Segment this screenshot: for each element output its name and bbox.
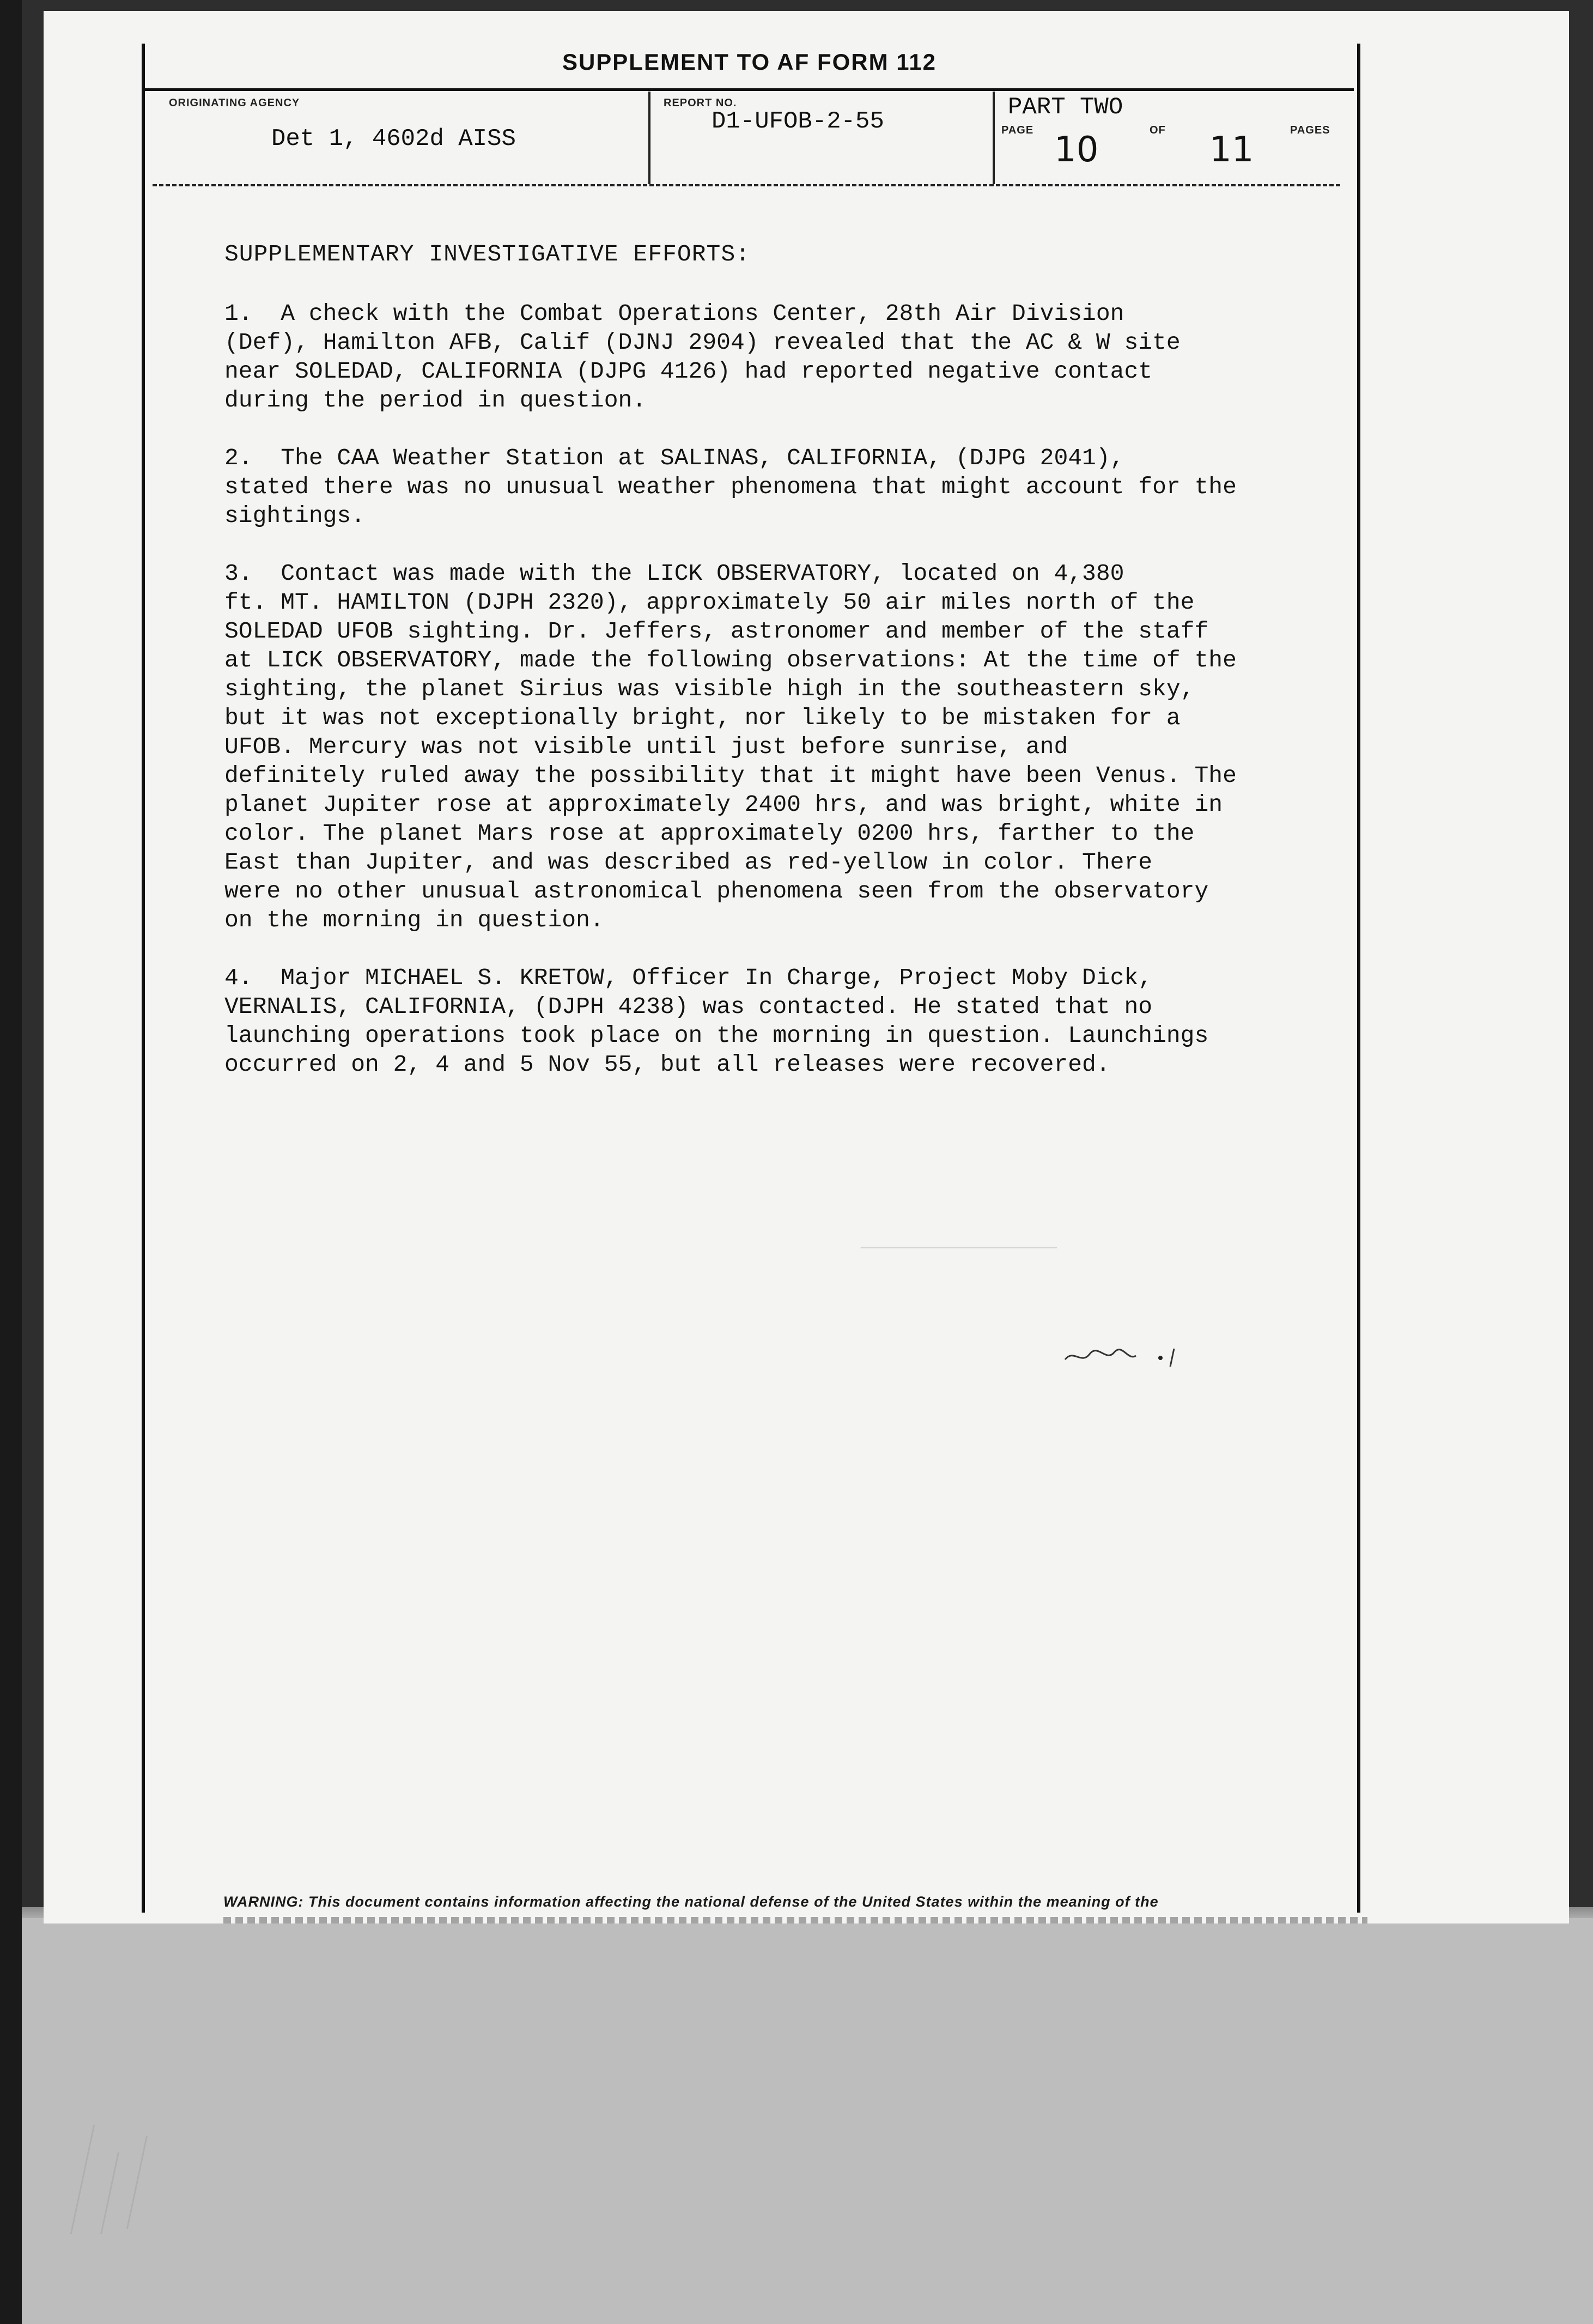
page-number: 10 bbox=[1054, 130, 1099, 170]
report-no-label: REPORT NO. bbox=[664, 97, 737, 109]
paragraph-number: 4. bbox=[224, 964, 253, 991]
paragraph-1 bbox=[224, 299, 1347, 415]
paragraph-3 bbox=[224, 559, 1347, 935]
of-label: OF bbox=[1150, 124, 1166, 136]
paragraph-text: Contact was made with the LICK OBSERVATORY, located on 4,380 ft. MT. HAMILTON (DJPH 2320), approximately 50 air miles north of the SOLEDAD UFOB sighting. Dr. Jeffers, astronomer and member of the staff at LICK OBSERVATORY, made the following observations: At the time of the sighting, the planet Sirius was visible high in the southeastern sky, but it was not exceptionally bright, nor likely to be mistaken for a UFOB. Mercury was not visible until just before sunrise, and definitely ruled away the possibility that it might have been Venus. The planet Jupiter rose at approximately 2400 hrs, and was bright, white in color. The planet Mars rose at approximately 0200 hrs, farther to the East than Jupiter, and was described as red-yellow in color. There were no other unusual astronomical phenomena seen from the observatory on the morning in question. bbox=[224, 560, 1237, 933]
cut-off-warning-line bbox=[223, 1917, 1367, 1923]
paragraph-4 bbox=[224, 963, 1347, 1079]
bleed-through-text: ─────────────── bbox=[861, 1237, 1057, 1261]
underlying-sheet bbox=[22, 1918, 1593, 2324]
document-body bbox=[224, 240, 1347, 1108]
header-bottom-rule bbox=[153, 184, 1340, 186]
originating-agency-value: Det 1, 4602d AISS bbox=[271, 125, 516, 153]
part-label: PART TWO bbox=[1008, 94, 1123, 121]
paragraph-2 bbox=[224, 444, 1347, 530]
paragraph-number: 2. bbox=[224, 445, 253, 471]
form-title: SUPPLEMENT TO AF FORM 112 bbox=[562, 49, 937, 75]
page-label: PAGE bbox=[1001, 124, 1034, 136]
paragraph-text: The CAA Weather Station at SALINAS, CALIFORNIA, (DJPG 2041), stated there was no unusual weather phenomena that might account for the sightings. bbox=[224, 445, 1237, 529]
document-page bbox=[44, 11, 1569, 1923]
security-warning: WARNING: This document contains information affecting the national defense of the United States within the meaning of the bbox=[223, 1894, 1159, 1910]
report-no-value: D1-UFOB-2-55 bbox=[712, 108, 884, 135]
pages-label: PAGES bbox=[1290, 124, 1330, 136]
paragraph-number: 3. bbox=[224, 560, 253, 587]
header-divider bbox=[648, 92, 650, 184]
total-pages: 11 bbox=[1209, 130, 1254, 170]
handwritten-initials-mark bbox=[1062, 1346, 1182, 1368]
paragraph-text: Major MICHAEL S. KRETOW, Officer In Charge, Project Moby Dick, VERNALIS, CALIFORNIA, (DJPH 4238) was contacted. He stated that no launching operations took place on the morning in question. Launchings occurred on 2, 4 and 5 Nov 55, but all releases were recovered. bbox=[224, 964, 1209, 1078]
header-divider bbox=[993, 92, 995, 184]
paragraph-text: A check with the Combat Operations Center, 28th Air Division (Def), Hamilton AFB, Calif (DJNJ 2904) revealed that the AC & W site near SOLEDAD, CALIFORNIA (DJPG 4126) had reported negative contact during the period in question. bbox=[224, 300, 1181, 414]
paragraph-number: 1. bbox=[224, 300, 253, 327]
header-rule bbox=[145, 88, 1354, 91]
originating-agency-label: ORIGINATING AGENCY bbox=[169, 97, 300, 109]
section-heading: SUPPLEMENTARY INVESTIGATIVE EFFORTS: bbox=[224, 241, 750, 268]
photo-background-edge bbox=[0, 0, 22, 2324]
